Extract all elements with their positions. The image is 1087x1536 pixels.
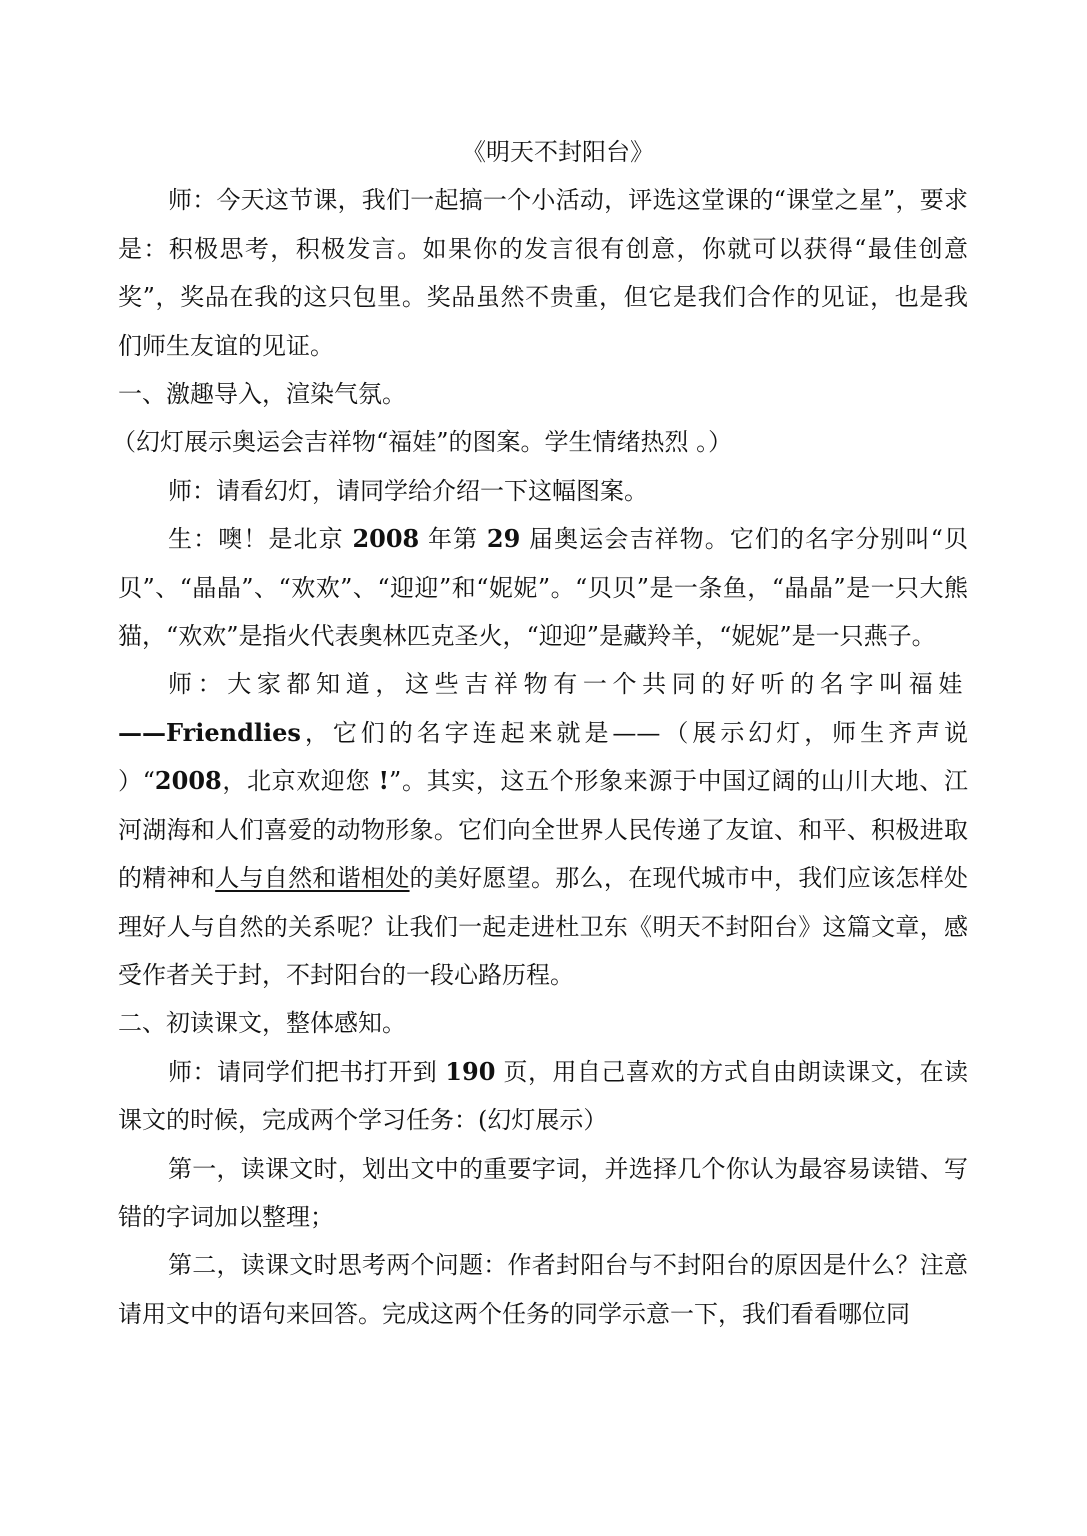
year-number: 2008 <box>352 524 420 554</box>
document-title: 《明天不封阳台》 <box>462 138 654 166</box>
text-run: 年第 <box>427 525 479 554</box>
task-one: 第一，读课文时，划出文中的重要字词，并选择几个你认为最容易读错、写错的字词加以整理； <box>118 1154 968 1231</box>
document-page <box>112 128 969 1338</box>
text-run: 页，用自己喜欢的方式自由朗读课文，在读课文的时候，完成两个学习任务：(幻灯展示） <box>118 1057 968 1135</box>
text-run: 届奥运会吉祥物。它们的名字分别叫“贝贝”、“晶晶”、“欢欢”、“迎迎”和“妮妮”。“贝贝”是一条鱼，“晶晶”是一只大熊猫，“欢欢”是指火代表奥林匹克圣火，“迎迎”是藏羚羊，“妮妮”是一只燕子。 <box>118 525 968 651</box>
paragraph-teacher-ask: 师：请看幻灯，请同学给介绍一下这幅图案。 <box>168 476 648 505</box>
text-run: ，它们的名字连起来就是——（展示幻灯，师生齐声说 ）“ <box>118 718 968 796</box>
paragraph-teacher-fuwa <box>118 660 968 999</box>
text-run: 师：请同学们把书打开到 <box>168 1057 438 1086</box>
exclamation: ! <box>378 766 390 796</box>
slogan-year: 2008 <box>154 766 222 796</box>
english-name: Friendlies <box>166 717 301 747</box>
text-run: 的美好愿望。那么，在现代城市中，我们应该怎样处理好人与自然的关系呢？让我们一起走进杜卫东《明天不封阳台》这篇文章，感受作者关于封，不封阳台的一段心路历程。 <box>118 864 969 989</box>
text-run: 师：大家都知道，这些吉祥物有一个共同的好听的名字叫福娃 <box>168 670 968 699</box>
section-heading-2: 二、初读课文，整体感知。 <box>118 1009 406 1038</box>
task-two: 第二，读课文时思考两个问题：作者封阳台与不封阳台的原因是什么？注意请用文中的语句来回答。完成这两个任务的同学示意一下，我们看看哪位同 <box>118 1251 968 1328</box>
paragraph-teacher-reading <box>118 1048 968 1145</box>
edition-number: 29 <box>486 524 521 554</box>
underlined-phrase: 人与自然和谐相处 <box>215 864 410 893</box>
paragraph-teacher-intro: 师：今天这节课，我们一起搞一个小活动，评选这堂课的“课堂之星”，要求是：积极思考，积极发言。如果你的发言很有创意，你就可以获得“最佳创意奖”，奖品在我的这只包里。奖品虽然不贵重，但它是我们合作的见证，也是我们师生友谊的见证。 <box>118 186 968 360</box>
section-heading-1: 一、激趣导入，渲染气氛。 <box>118 380 406 409</box>
stage-note-slide: （幻灯展示奥运会吉祥物“福娃”的图案。学生情绪热烈 。） <box>112 428 733 457</box>
paragraph-student-answer <box>118 515 968 660</box>
dash-run: —— <box>118 717 166 747</box>
text-run: 生：噢！是北京 <box>168 525 344 554</box>
page-number: 190 <box>445 1056 496 1086</box>
text-run: ，北京欢迎您 <box>221 767 371 796</box>
text-run: ”。其实，这五个形象来源于中国辽阔的山川大地、江河湖海和人们喜爱的动物形象。它们向全世界人民传递了友谊、和平、积极进取的精神和 <box>118 767 968 893</box>
